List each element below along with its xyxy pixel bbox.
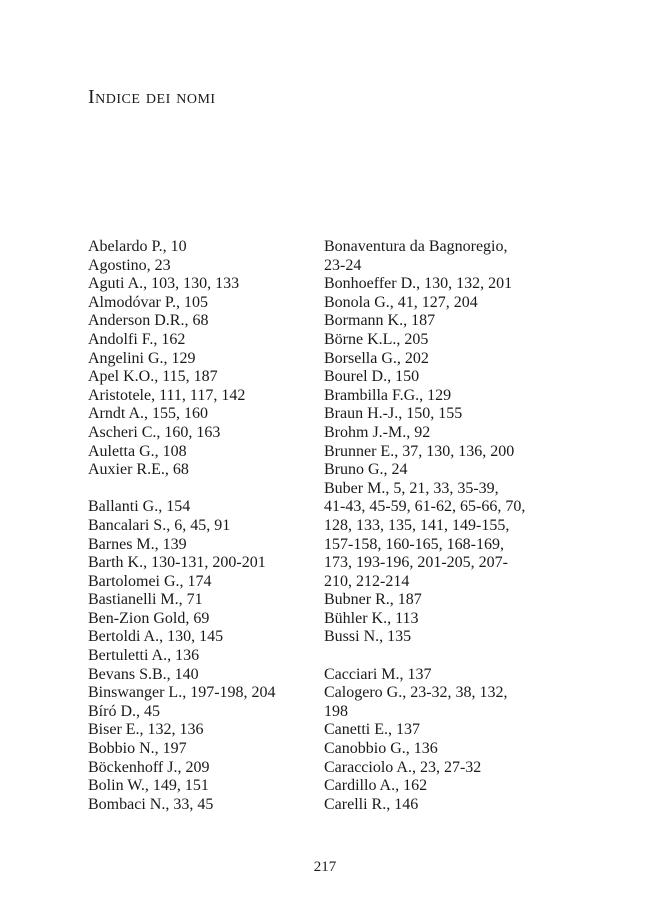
index-entry: Ballanti G., 154 (88, 498, 191, 516)
index-entry: Bonhoeffer D., 130, 132, 201 (324, 275, 513, 293)
index-entry: Brohm J.-M., 92 (324, 423, 431, 441)
index-entry: Bolin W., 149, 151 (88, 777, 209, 795)
index-entry: 198 (324, 702, 348, 720)
index-entry: Carelli R., 146 (324, 795, 419, 813)
index-entry: Barth K., 130-131, 200-201 (88, 554, 266, 572)
section-spacer (88, 480, 310, 499)
index-entry: Canetti E., 137 (324, 721, 420, 739)
index-entry: Abelardo P., 10 (88, 238, 187, 255)
index-entry: Ben-Zion Gold, 69 (88, 609, 210, 627)
index-entry: Bobbio N., 197 (88, 740, 187, 758)
index-entry: Bonola G., 41, 127, 204 (324, 293, 478, 311)
index-entry: 210, 212-214 (324, 572, 410, 590)
index-entry: Canobbio G., 136 (324, 740, 438, 758)
index-entry: Aguti A., 103, 130, 133 (88, 275, 240, 293)
index-entry: Braun H.-J., 150, 155 (324, 405, 463, 423)
index-entry: Bertoldi A., 130, 145 (88, 628, 224, 646)
index-entry: Bertuletti A., 136 (88, 647, 200, 665)
index-entry: Börne K.L., 205 (324, 330, 429, 348)
index-entry: Bastianelli M., 71 (88, 591, 203, 609)
index-entry: Cardillo A., 162 (324, 777, 428, 795)
index-entry: Bruno G., 24 (324, 461, 408, 479)
index-entry: Bartolomei G., 174 (88, 572, 212, 590)
index-entry: Auxier R.E., 68 (88, 461, 189, 479)
index-column-left (88, 238, 310, 814)
index-entry: Anderson D.R., 68 (88, 312, 209, 330)
index-entry: Cacciari M., 137 (324, 665, 432, 683)
index-entry: Bonaventura da Bagnoregio, (324, 238, 508, 255)
index-entry: Bormann K., 187 (324, 312, 436, 330)
index-entry: Auletta G., 108 (88, 442, 187, 460)
index-entry: Binswanger L., 197-198, 204 (88, 684, 276, 702)
index-entry: Böckenhoff J., 209 (88, 758, 210, 776)
index-entry: Bussi N., 135 (324, 628, 412, 646)
index-entry: Brambilla F.G., 129 (324, 386, 452, 404)
index-column-right (324, 238, 564, 814)
index-entry: Ascheri C., 160, 163 (88, 423, 221, 441)
index-entry: 173, 193-196, 201-205, 207- (324, 554, 508, 572)
index-entry: Calogero G., 23-32, 38, 132, (324, 684, 508, 702)
index-entry: Borsella G., 202 (324, 349, 429, 367)
page-title: Indice dei nomi (88, 86, 216, 108)
index-entry: Bíró D., 45 (88, 702, 160, 720)
index-entry: 23-24 (324, 256, 362, 274)
index-entry: 157-158, 160-165, 168-169, (324, 535, 504, 553)
index-entry: Agostino, 23 (88, 256, 171, 274)
index-entry: Bourel D., 150 (324, 368, 420, 386)
index-entry: Buber M., 5, 21, 33, 35-39, (324, 479, 499, 497)
index-entry: Bancalari S., 6, 45, 91 (88, 516, 231, 534)
index-entry: Angelini G., 129 (88, 349, 196, 367)
page-number: 217 (313, 859, 337, 875)
index-entry: Bombaci N., 33, 45 (88, 795, 214, 813)
index-entry: Bühler K., 113 (324, 609, 419, 627)
section-spacer (324, 647, 564, 666)
index-entry: Brunner E., 37, 130, 136, 200 (324, 442, 515, 460)
index-entry: Biser E., 132, 136 (88, 721, 204, 739)
index-entry: Andolfi F., 162 (88, 330, 186, 348)
index-entry: Aristotele, 111, 117, 142 (88, 386, 246, 404)
index-entry: Bubner R., 187 (324, 591, 422, 609)
index-entry: 128, 133, 135, 141, 149-155, (324, 516, 510, 534)
index-entry: 41-43, 45-59, 61-62, 65-66, 70, (324, 498, 526, 516)
index-entry: Caracciolo A., 23, 27-32 (324, 758, 482, 776)
index-entry: Apel K.O., 115, 187 (88, 368, 218, 386)
index-entry: Almodóvar P., 105 (88, 293, 208, 311)
index-entry: Barnes M., 139 (88, 535, 187, 553)
index-entry: Arndt A., 155, 160 (88, 405, 208, 423)
index-entry: Bevans S.B., 140 (88, 665, 199, 683)
